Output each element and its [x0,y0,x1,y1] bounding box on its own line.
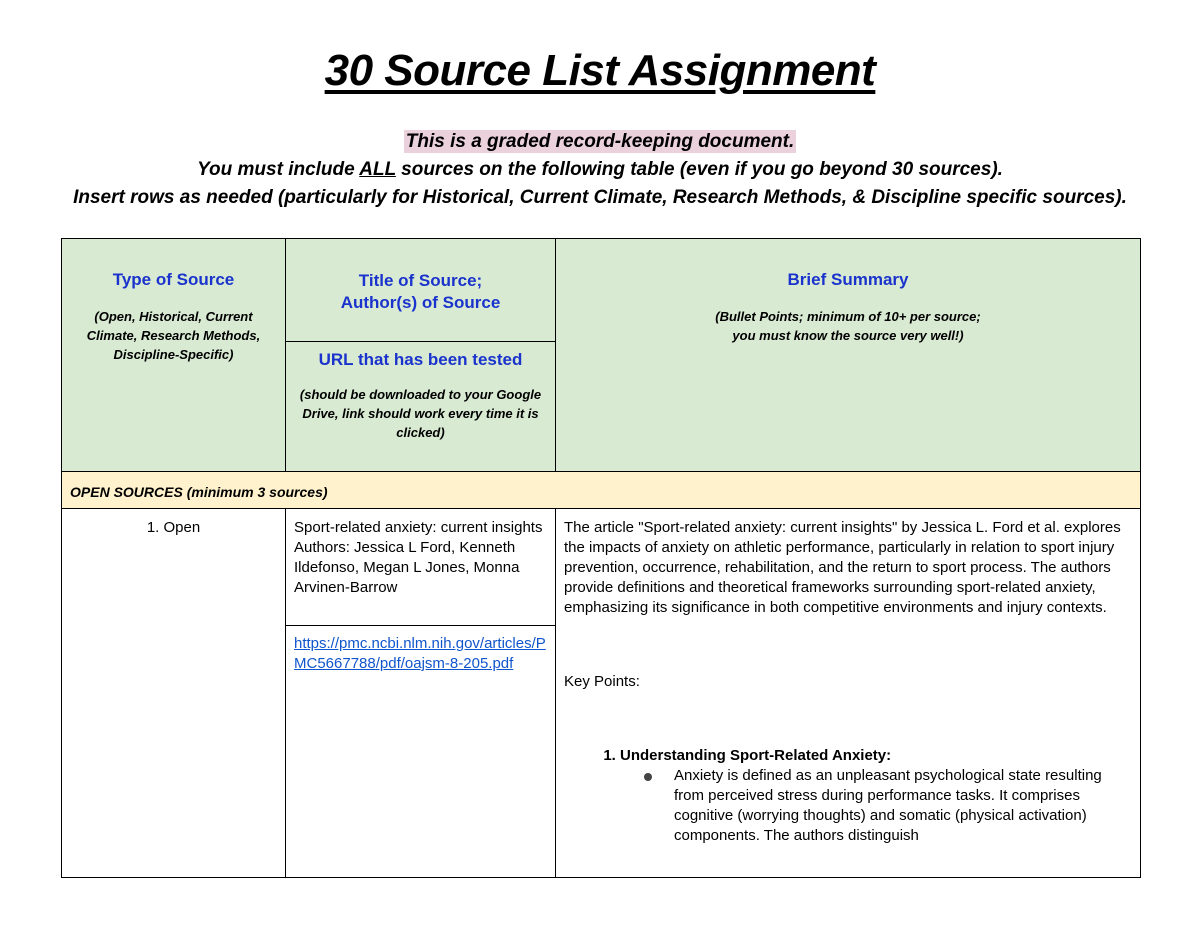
source-url-link[interactable]: https://pmc.ncbi.nlm.nih.gov/articles/PMC5667788/pdf/oajsm-8-205.pdf [294,635,546,672]
key-points-list [564,746,1130,846]
source-title: Sport-related anxiety: current insights [294,519,543,536]
source-url-cell [286,626,556,878]
intro-highlight: This is a graded record-keeping document. [405,131,795,152]
header-url-subtitle: (should be downloaded to your Google Drive, link should work every time it is clicked) [299,387,542,441]
document-title: 30 Source List Assignment [324,46,876,95]
section-label: OPEN SOURCES (minimum 3 sources) [62,472,1141,509]
section-row-open-sources [62,472,1141,509]
source-summary-cell [556,509,1141,878]
intro-emphasis: ALL [359,159,396,180]
key-point-bullet: Anxiety is defined as an unpleasant psychological state resulting from perceived stress during performance tasks. It comprises cognitive (worrying thoughts) and somatic (physical activation) components. The authors distinguish [674,766,1130,846]
key-points-label: Key Points: [564,673,640,690]
header-row [62,239,1141,342]
header-url-cell [286,342,556,472]
source-title-cell [286,509,556,626]
intro-line-1 [0,128,1200,156]
header-type-title: Type of Source [112,270,235,289]
bullet-icon [644,773,652,781]
summary-intro: The article "Sport-related anxiety: current insights" by Jessica L. Ford et al. explores the impacts of anxiety on athletic performance, particularly in relation to sport injury prevention, occurrence, rehabilitation, and the return to sport process. The authors provide definitions and theoretical frameworks surrounding sport-related anxiety, emphasizing its significance in both competitive environments and injury contexts. [564,519,1121,616]
source-row [62,509,1141,626]
header-summary-sub-1: (Bullet Points; minimum of 10+ per source; [715,309,981,324]
header-summary-cell [556,239,1141,472]
key-point-bullets [620,766,1130,846]
header-type-subtitle: (Open, Historical, Current Climate, Research Methods, Discipline-Specific) [86,309,261,362]
header-title-line-2: Author(s) of Source [340,293,501,312]
header-summary-sub-2: you must know the source very well!) [732,328,964,343]
header-summary-title: Brief Summary [787,270,909,289]
intro-line-3: Insert rows as needed (particularly for Historical, Current Climate, Research Methods, & Discipline specific sources). [73,187,1127,208]
source-type: 1. Open [146,519,201,536]
intro-line-2: You must include ALL sources on the following table (even if you go beyond 30 sources). [197,159,1003,180]
header-type-cell [62,239,286,472]
source-type-cell [62,509,286,878]
header-title-line-1: Title of Source; [358,271,483,290]
key-point-item [620,746,1130,846]
key-point-heading: Understanding Sport-Related Anxiety: [620,747,892,764]
intro-block [0,128,1200,212]
source-table [61,238,1141,878]
source-authors: Authors: Jessica L Ford, Kenneth Ildefonso, Megan L Jones, Monna Arvinen-Barrow [294,539,520,596]
header-title-cell [286,239,556,342]
header-url-title: URL that has been tested [318,350,523,370]
